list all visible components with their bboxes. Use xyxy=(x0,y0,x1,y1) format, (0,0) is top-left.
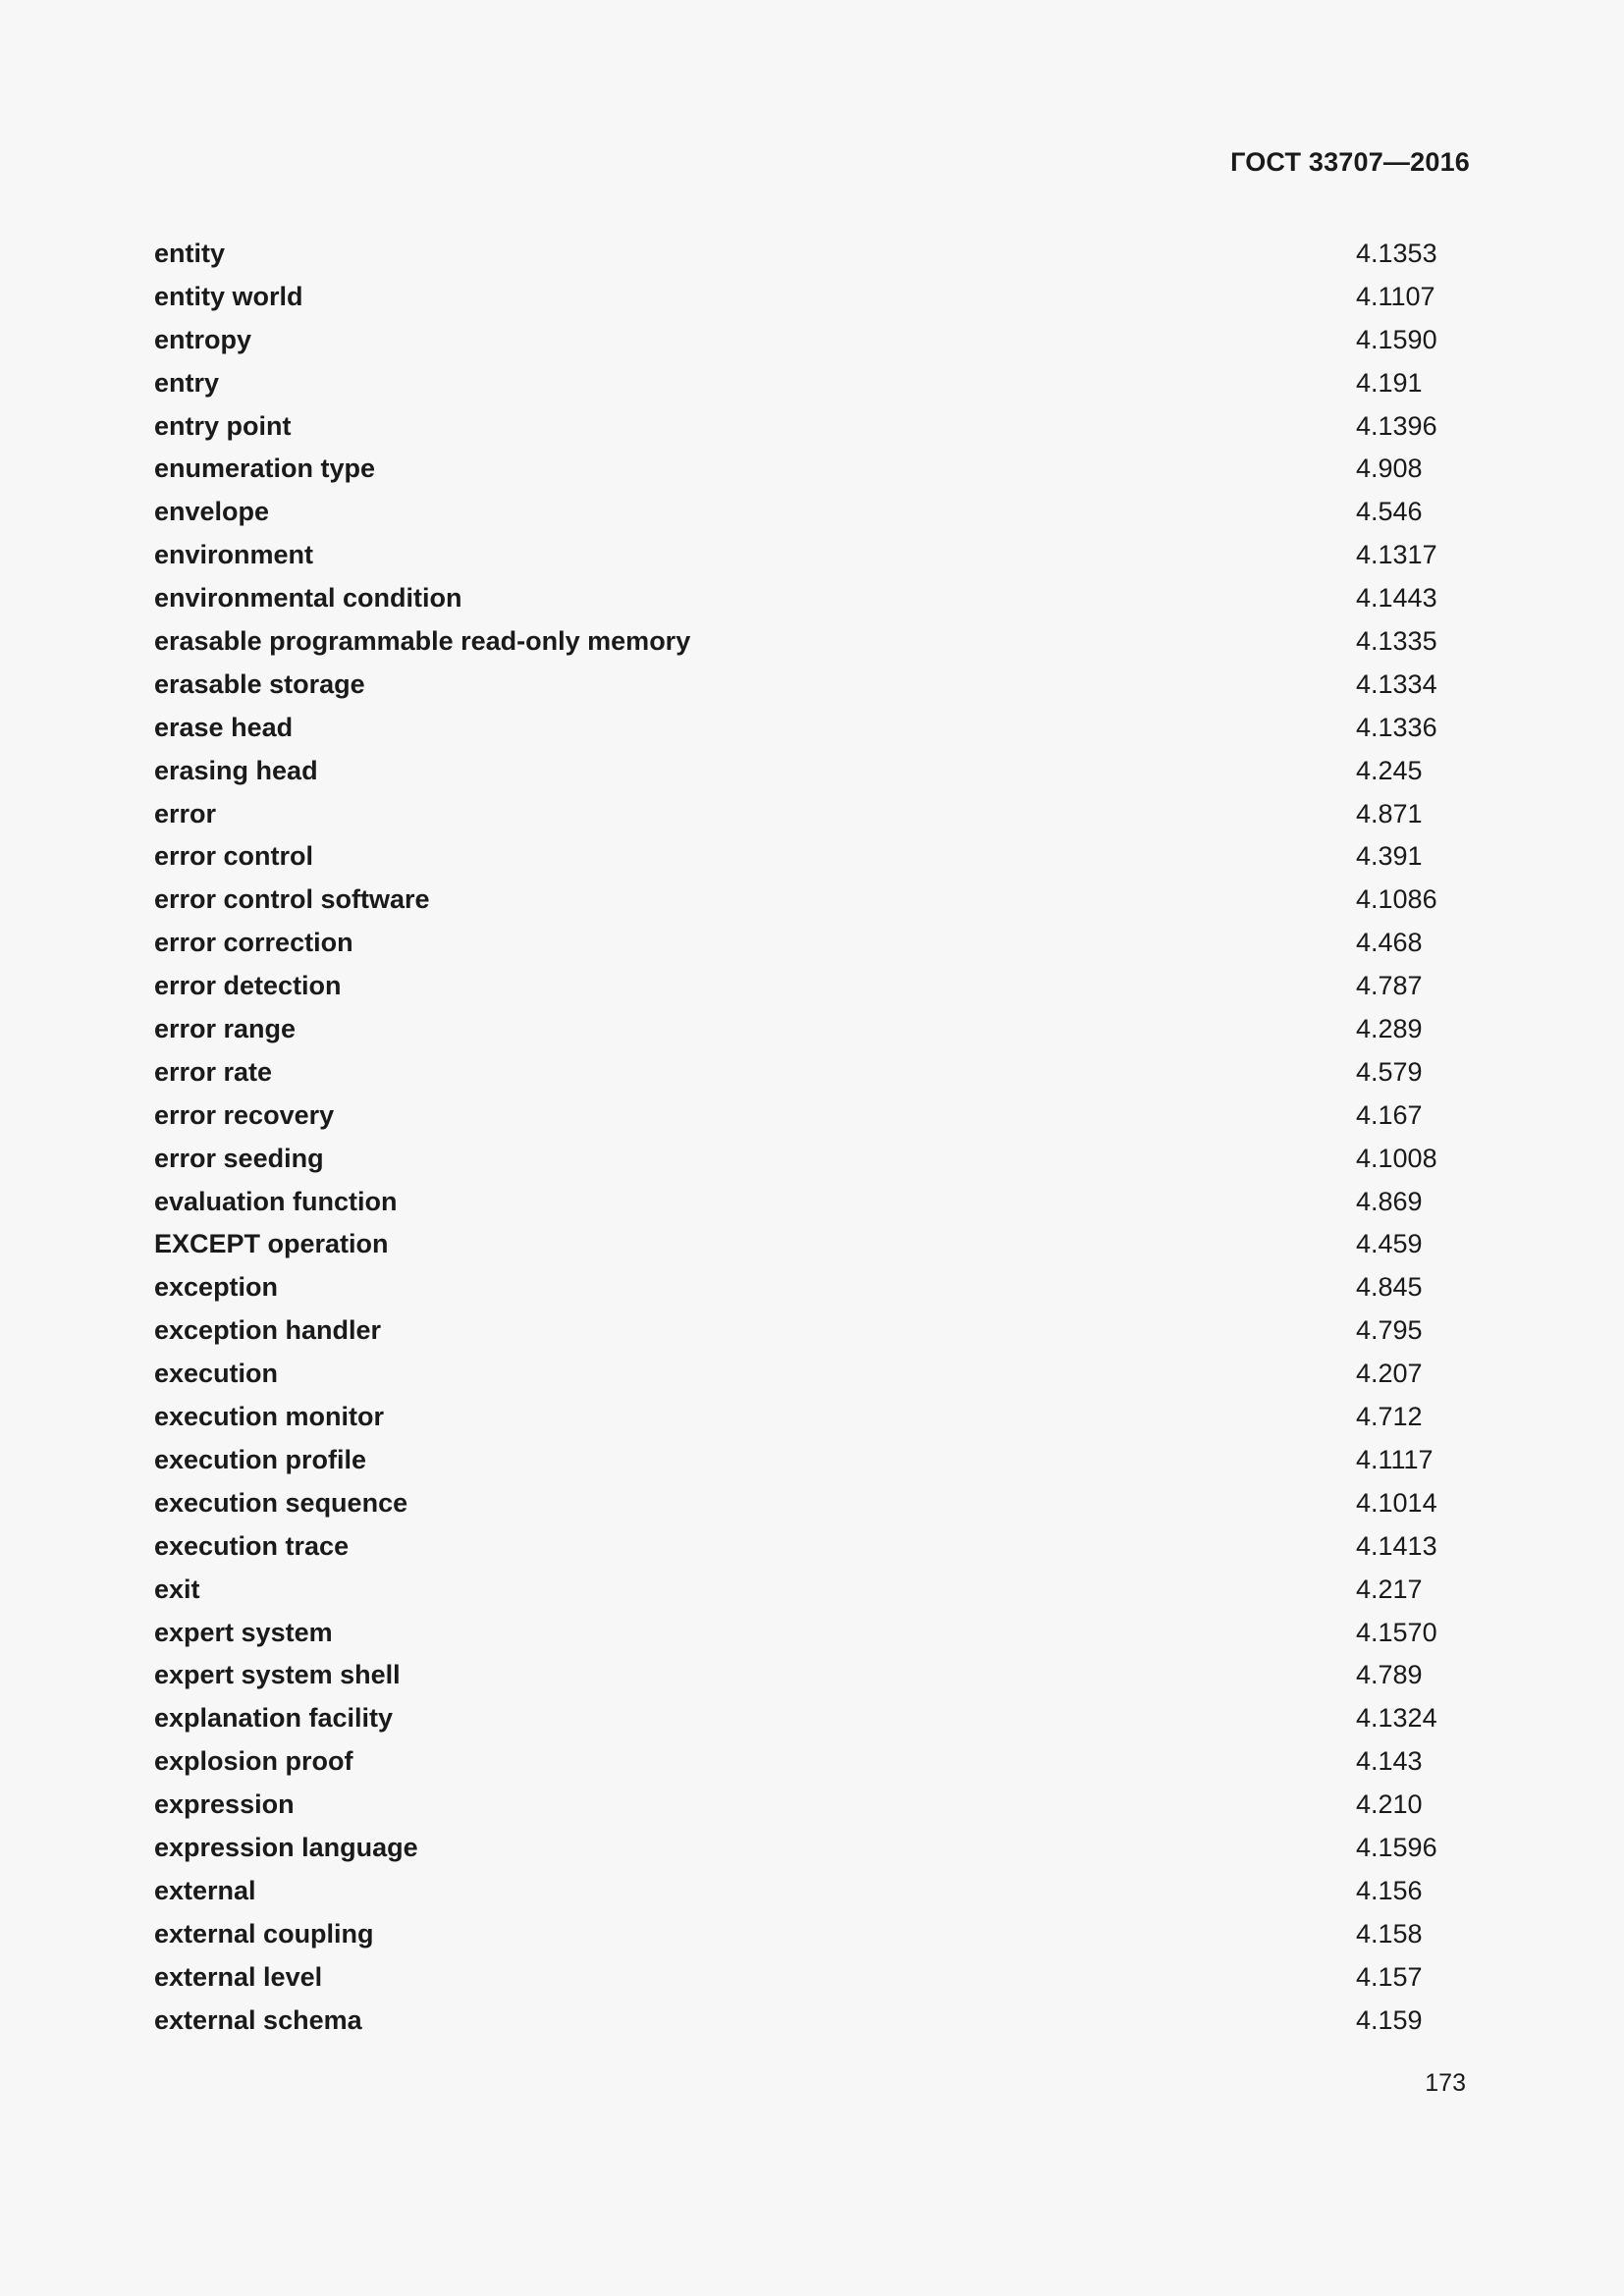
index-entry xyxy=(154,1697,1470,1740)
index-entry xyxy=(154,233,1470,276)
index-entry xyxy=(154,1309,1470,1353)
index-entry xyxy=(154,1525,1470,1569)
index-entry xyxy=(154,448,1470,491)
index-reference: 4.1396 xyxy=(1356,410,1437,441)
index-entry xyxy=(154,793,1470,836)
index-entry xyxy=(154,1569,1470,1612)
index-reference: 4.210 xyxy=(1356,1789,1423,1820)
index-entry xyxy=(154,1181,1470,1224)
index-term: exit xyxy=(154,1574,200,1604)
index-reference: 4.1014 xyxy=(1356,1487,1437,1518)
index-term: entropy xyxy=(154,324,252,354)
index-term: EXCEPT operation xyxy=(154,1229,389,1259)
index-reference: 4.459 xyxy=(1356,1229,1423,1259)
index-reference: 4.1324 xyxy=(1356,1703,1437,1734)
index-term: external level xyxy=(154,1961,323,1992)
index-entry xyxy=(154,1095,1470,1138)
index-reference: 4.1107 xyxy=(1356,281,1435,311)
index-term: expert system xyxy=(154,1617,333,1647)
index-reference: 4.1008 xyxy=(1356,1143,1437,1173)
index-term: exception xyxy=(154,1272,279,1303)
index-reference: 4.1317 xyxy=(1356,540,1437,570)
index-reference: 4.207 xyxy=(1356,1359,1423,1389)
page-number: 173 xyxy=(1425,2069,1466,2097)
index-entry xyxy=(154,1353,1470,1396)
index-reference: 4.789 xyxy=(1356,1660,1423,1690)
index-reference: 4.871 xyxy=(1356,798,1423,828)
index-term: expression language xyxy=(154,1832,418,1862)
document-standard-header: ГОСТ 33707—2016 xyxy=(1230,147,1470,177)
index-term: entity xyxy=(154,239,226,268)
index-entry xyxy=(154,664,1470,707)
index-entry xyxy=(154,1266,1470,1309)
index-reference: 4.217 xyxy=(1356,1574,1423,1604)
index-reference: 4.1336 xyxy=(1356,712,1437,742)
index-term: enumeration type xyxy=(154,454,376,484)
index-term: environment xyxy=(154,540,314,570)
index-entry xyxy=(154,1654,1470,1697)
index-reference: 4.143 xyxy=(1356,1746,1423,1777)
index-term: error control xyxy=(154,841,314,872)
index-reference: 4.787 xyxy=(1356,971,1423,1001)
index-entry xyxy=(154,276,1470,319)
index-term: execution profile xyxy=(154,1444,367,1474)
index-entry xyxy=(154,362,1470,405)
index-entry xyxy=(154,965,1470,1008)
index-term: entry xyxy=(154,367,220,398)
index-reference: 4.579 xyxy=(1356,1056,1423,1087)
index-term: execution monitor xyxy=(154,1402,385,1432)
index-term: error correction xyxy=(154,928,353,958)
index-reference: 4.468 xyxy=(1356,928,1423,958)
index-reference: 4.869 xyxy=(1356,1186,1423,1216)
index-term: error range xyxy=(154,1014,297,1044)
index-reference: 4.156 xyxy=(1356,1875,1423,1905)
index-term: execution sequence xyxy=(154,1487,408,1518)
index-reference: 4.795 xyxy=(1356,1315,1423,1346)
index-entry xyxy=(154,1051,1470,1095)
index-entry xyxy=(154,707,1470,750)
index-reference: 4.1117 xyxy=(1356,1444,1434,1474)
index-entry xyxy=(154,1396,1470,1439)
index-reference: 4.908 xyxy=(1356,454,1423,484)
index-reference: 4.1353 xyxy=(1356,239,1437,268)
index-entry xyxy=(154,1138,1470,1181)
index-term: entity world xyxy=(154,281,303,311)
index-term: envelope xyxy=(154,497,270,527)
index-reference: 4.1596 xyxy=(1356,1832,1437,1862)
index-term: error detection xyxy=(154,971,342,1001)
index-reference: 4.157 xyxy=(1356,1961,1423,1992)
index-entry xyxy=(154,1740,1470,1784)
index-reference: 4.1443 xyxy=(1356,583,1437,614)
index-reference: 4.159 xyxy=(1356,2004,1423,2035)
index-reference: 4.1590 xyxy=(1356,324,1437,354)
index-term: error seeding xyxy=(154,1143,324,1173)
index-entry xyxy=(154,1482,1470,1525)
index-reference: 4.158 xyxy=(1356,1918,1423,1949)
index-entry xyxy=(154,1612,1470,1655)
term-index-list xyxy=(154,233,1470,2042)
index-term: execution trace xyxy=(154,1530,350,1561)
index-reference: 4.546 xyxy=(1356,497,1423,527)
index-term: explosion proof xyxy=(154,1746,353,1777)
index-term: execution xyxy=(154,1359,279,1389)
index-entry xyxy=(154,1870,1470,1913)
index-entry xyxy=(154,620,1470,664)
index-term: environmental condition xyxy=(154,583,462,614)
index-term: error xyxy=(154,798,217,828)
index-entry xyxy=(154,750,1470,793)
index-reference: 4.1570 xyxy=(1356,1617,1437,1647)
index-entry xyxy=(154,491,1470,534)
index-entry xyxy=(154,405,1470,449)
index-term: erase head xyxy=(154,712,294,742)
index-entry xyxy=(154,1439,1470,1482)
index-term: error recovery xyxy=(154,1099,335,1130)
index-reference: 4.167 xyxy=(1356,1099,1423,1130)
index-entry xyxy=(154,319,1470,362)
index-reference: 4.845 xyxy=(1356,1272,1423,1303)
index-term: expression xyxy=(154,1789,295,1820)
index-reference: 4.289 xyxy=(1356,1014,1423,1044)
index-entry xyxy=(154,534,1470,577)
index-term: erasable programmable read-only memory xyxy=(154,626,691,657)
index-reference: 4.712 xyxy=(1356,1402,1423,1432)
index-entry xyxy=(154,1223,1470,1266)
index-entry xyxy=(154,835,1470,879)
index-entry xyxy=(154,1827,1470,1870)
index-term: explanation facility xyxy=(154,1703,394,1734)
index-reference: 4.1413 xyxy=(1356,1530,1437,1561)
index-reference: 4.245 xyxy=(1356,755,1423,785)
index-term: external schema xyxy=(154,2004,362,2035)
index-entry xyxy=(154,1784,1470,1827)
index-reference: 4.1334 xyxy=(1356,668,1437,699)
index-term: external xyxy=(154,1875,256,1905)
index-term: error rate xyxy=(154,1056,273,1087)
index-entry xyxy=(154,1956,1470,2000)
index-entry xyxy=(154,2000,1470,2043)
index-entry xyxy=(154,922,1470,965)
index-entry xyxy=(154,577,1470,620)
index-term: entry point xyxy=(154,410,292,441)
index-term: error control software xyxy=(154,884,430,915)
index-term: external coupling xyxy=(154,1918,374,1949)
index-reference: 4.191 xyxy=(1356,367,1423,398)
index-entry xyxy=(154,1008,1470,1051)
index-entry xyxy=(154,879,1470,922)
index-term: erasing head xyxy=(154,755,318,785)
index-term: expert system shell xyxy=(154,1660,401,1690)
index-term: exception handler xyxy=(154,1315,382,1346)
index-reference: 4.1335 xyxy=(1356,626,1437,657)
index-reference: 4.1086 xyxy=(1356,884,1437,915)
index-term: erasable storage xyxy=(154,668,365,699)
index-term: evaluation function xyxy=(154,1186,398,1216)
index-reference: 4.391 xyxy=(1356,841,1423,872)
index-entry xyxy=(154,1913,1470,1956)
